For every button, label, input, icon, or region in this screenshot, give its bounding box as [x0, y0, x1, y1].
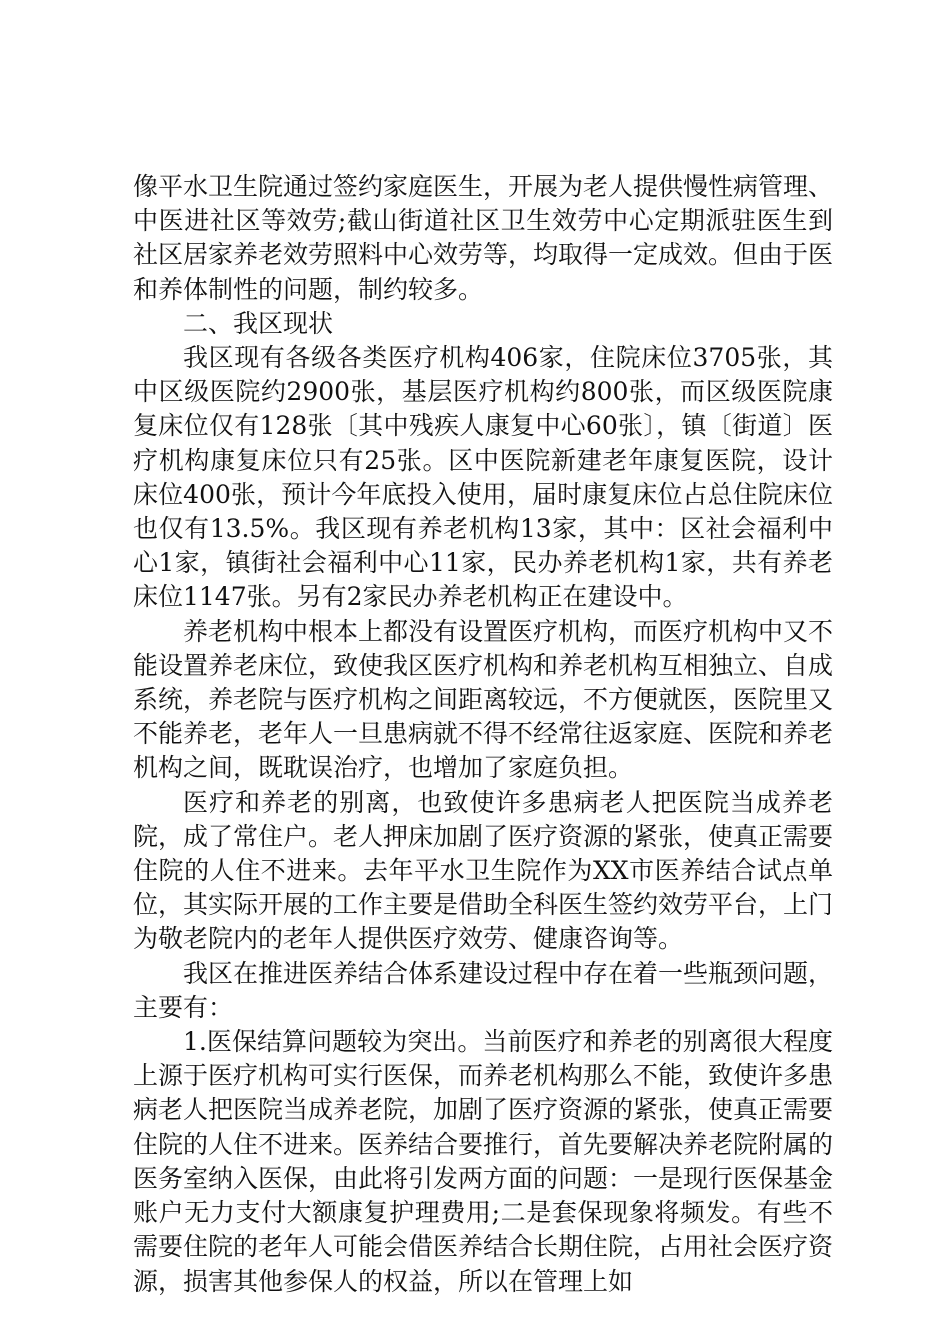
paragraph-4: 养老机构中根本上都没有设置医疗机构，而医疗机构中又不能设置养老床位，致使我区医疗机构和养老机构互相独立、自成系统，养老院与医疗机构之间距离较远，不方便就医，医院里又不能养老，老年人一旦患病就不得不经常往返家庭、医院和养老机构之间，既耽误治疗，也增加了家庭负担。: [133, 616, 834, 783]
paragraph-5: 医疗和养老的别离，也致使许多患病老人把医院当成养老院，成了常住户。老人押床加剧了医疗资源的紧张，使真正需要住院的人住不进来。去年平水卫生院作为XX市医养结合试点单位，其实际开展的工作主要是借助全科医生签约效劳平台，上门为敬老院内的老年人提供医疗效劳、健康咨询等。: [133, 787, 834, 954]
section-heading-current-status: 二、我区现状: [183, 308, 334, 338]
paragraph-6: 我区在推进医养结合体系建设过程中存在着一些瓶颈问题，主要有：: [133, 958, 834, 1022]
paragraph-1: 像平水卫生院通过签约家庭医生，开展为老人提供慢性病管理、中医进社区等效劳;截山街道社区卫生效劳中心定期派驻医生到社区居家养老效劳照料中心效劳等，均取得一定成效。但由于医和养体制性的问题，制约较多。: [133, 172, 834, 304]
document-body: [133, 170, 833, 1299]
paragraph-3: 我区现有各级各类医疗机构406家，住院床位3705张，其中区级医院约2900张，基层医疗机构约800张，而区级医院康复床位仅有128张〔其中残疾人康复中心60张〕，镇〔街道〕医疗机构康复床位只有25张。区中医院新建老年康复医院，设计床位400张，预计今年底投入使用，届时康复床位占总住院床位也仅有13.5%。我区现有养老机构13家，其中：区社会福利中心1家，镇街社会福利中心11家，民办养老机构1家，共有养老床位1147张。另有2家民办养老机构正在建设中。: [133, 343, 833, 612]
paragraph-7: 1.医保结算问题较为突出。当前医疗和养老的别离很大程度上源于医疗机构可实行医保，而养老机构那么不能，致使许多患病老人把医院当成养老院，加剧了医疗资源的紧张，使真正需要住院的人住不进来。医养结合要推行，首先要解决养老院附属的医务室纳入医保，由此将引发两方面的问题：一是现行医保基金账户无力支付大额康复护理费用;二是套保现象将频发。有些不需要住院的老年人可能会借医养结合长期住院，占用社会医疗资源，损害其他参保人的权益，所以在管理上如: [133, 1027, 834, 1296]
